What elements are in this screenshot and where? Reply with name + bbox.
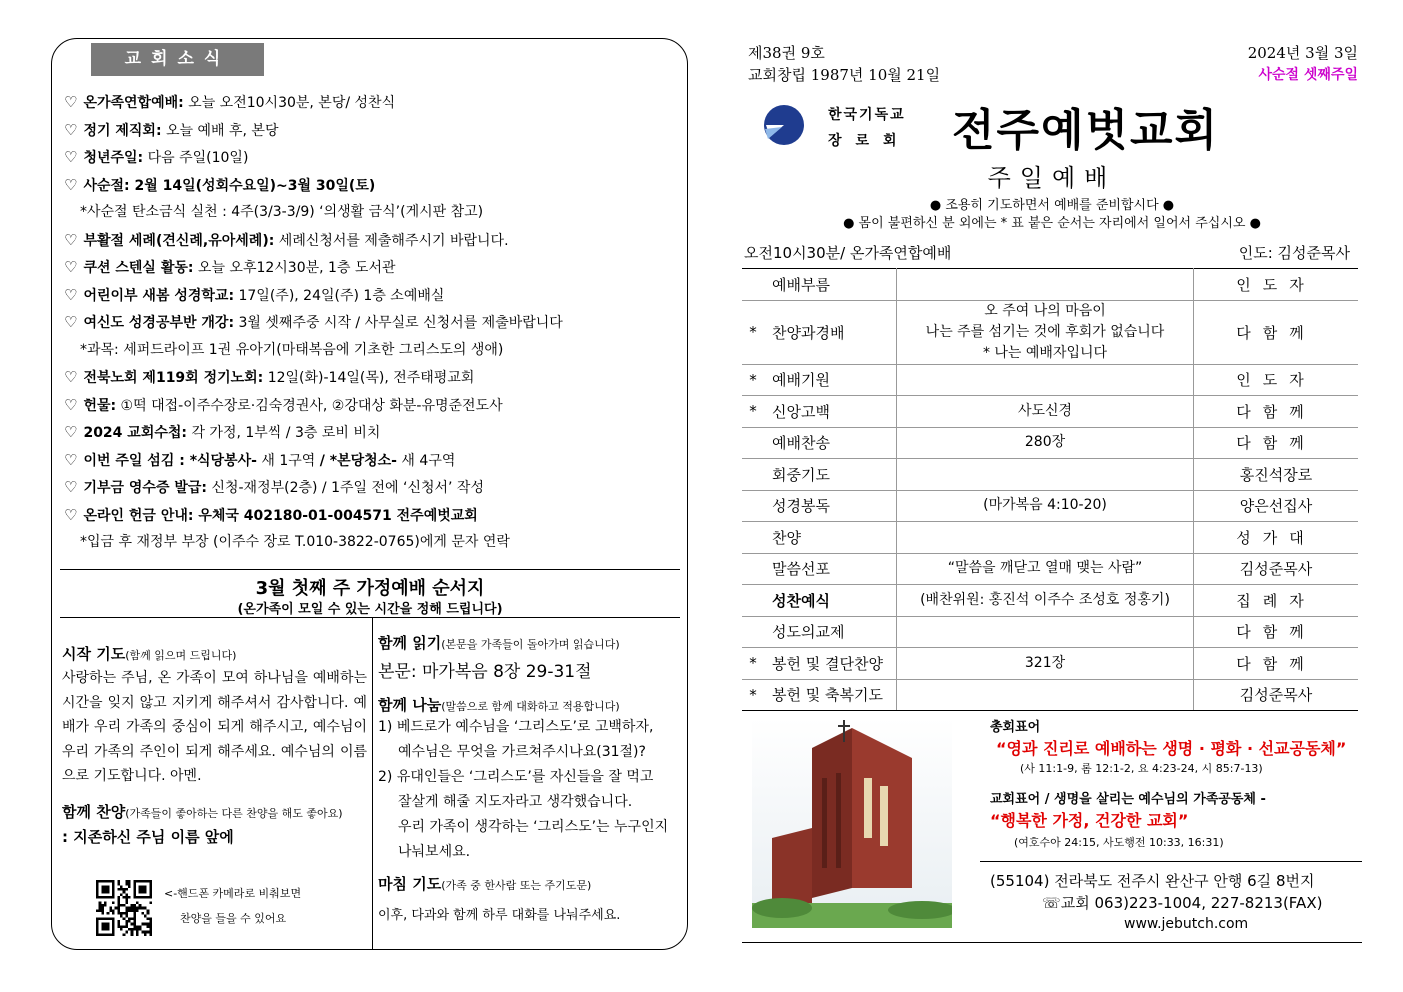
opening-prayer-text: 사랑하는 주님, 온 가족이 모여 하나님을 예배하는 시간을 잊지 않고 지키게 해주셔서 감사합니다. 예배가 우리 가족의 중심이 되게 해주시고, 예수님이 우리 가족의 주인이 되게 해주세요. 예수님의 이름으로 기도합니다. 아멘.	[62, 670, 367, 784]
home-worship-title: 3월 첫째 주 가정예배 순서지	[255, 578, 485, 599]
order-row	[742, 459, 1358, 491]
news-item: ♡ 헌물: ①떡 대접-이주수장로·김숙경권사, ②강대상 화분-유명준전도사	[64, 395, 503, 414]
order-person: 다함께	[1236, 654, 1316, 673]
order-person: 다함께	[1236, 623, 1316, 642]
news-item: ♡ 온가족연합예배: 오늘 오전10시30분, 본당/ 성찬식	[64, 93, 396, 111]
column-divider	[372, 617, 373, 950]
bulletin-panel	[742, 38, 1362, 950]
sharing-question-2: 나눠보세요.	[398, 844, 471, 860]
news-title: 교회소식	[91, 43, 264, 76]
heart-icon: ♡	[64, 478, 78, 496]
order-row	[742, 553, 1358, 585]
qr-code-icon[interactable]	[96, 880, 152, 936]
order-row: * 찬양과경배 오 주여 나의 마음이 나는 주를 섬기는 것에 후회가 없습니다 * 나는 예배자입니다 다함께	[742, 300, 1358, 364]
news-item: *과목: 세퍼드라이프 1권 유아기(마태복음에 기초한 그리스도의 생애)	[80, 341, 504, 358]
service-title: 주일예배	[987, 164, 1117, 192]
heart-icon: ♡	[64, 93, 78, 111]
heart-icon: ♡	[64, 120, 78, 139]
service-notice: ● 조용히 기도하면서 예배를 준비합시다 ●	[929, 198, 1175, 213]
order-row: * 예배기원 인도자	[742, 364, 1358, 396]
order-content: “말씀을 깨닫고 열매 맺는 사람”	[897, 553, 1194, 585]
news-item: ♡ 전북노회 제119회 정기노회: 12일(화)-14일(목), 전주태평교회	[64, 368, 475, 386]
order-content: (마가복음 4:10-20)	[897, 490, 1194, 522]
heart-icon: ♡	[64, 148, 78, 166]
order-title: 신앙고백	[772, 402, 830, 421]
denomination-name: 장로회	[828, 133, 911, 149]
hymn-heading: 함께 찬양(가족들이 좋아하는 다른 찬양을 해도 좋아요)	[62, 802, 343, 821]
order-person: 다함께	[1236, 323, 1316, 342]
order-title: 봉헌 및 결단찬양	[772, 654, 883, 673]
news-item: ♡ 정기 제직회: 오늘 예배 후, 본당	[64, 120, 279, 139]
church-motto-reference: (여호수아 24:15, 사도행전 10:33, 16:31)	[1014, 836, 1224, 849]
divider	[742, 942, 1362, 943]
church-name: 전주예벗교회	[952, 105, 1220, 156]
order-row: * 신앙고백 사도신경 다함께	[742, 396, 1358, 428]
qr-note: 찬양을 들을 수 있어요	[180, 912, 287, 925]
order-person: 다함께	[1236, 402, 1316, 421]
order-row: * 봉헌 및 결단찬양 321장 다함께	[742, 648, 1358, 680]
sharing-heading: 함께 나눔(말씀으로 함께 대화하고 적용합니다)	[378, 696, 620, 714]
closing-prayer-heading: 마침 기도(가족 중 한사람 또는 주기도문)	[378, 875, 592, 893]
order-title: 예배부름	[772, 275, 830, 294]
order-person: 인도자	[1236, 371, 1316, 390]
reading-text: 본문: 마가복음 8장 29-31절	[378, 662, 592, 682]
order-row	[742, 490, 1358, 522]
order-title: 예배기원	[772, 371, 830, 390]
assembly-motto-reference: (사 11:1-9, 롬 12:1-2, 요 4:23-24, 시 85:7-13)	[1020, 762, 1263, 775]
order-person: 홍진석장로	[1239, 465, 1313, 484]
news-item: ♡ 부활절 세례(견신례,유아세례): 세례신청서를 제출해주시기 바랍니다.	[64, 230, 509, 249]
home-worship-subtitle: (온가족이 모일 수 있는 시간을 정해 드립니다)	[237, 602, 503, 617]
order-title: 성찬예식	[772, 591, 830, 610]
assembly-motto: “영과 진리로 예배하는 생명 · 평화 · 선교공동체”	[996, 739, 1347, 758]
heart-icon: ♡	[64, 285, 78, 304]
heart-icon: ♡	[64, 258, 78, 276]
service-time: 오전10시30분/ 온가족연합예배	[744, 244, 952, 262]
news-item: ♡ 온라인 헌금 안내: 우체국 402180-01-004571 전주예벗교회	[64, 505, 478, 524]
heart-icon: ♡	[64, 423, 78, 441]
church-season: 사순절 셋째주일	[1258, 67, 1358, 83]
heart-icon: ♡	[64, 230, 78, 249]
news-item: ♡ 기부금 영수증 발급: 신청-재정부(2층) / 1주일 전에 ‘신청서’ 작성	[64, 478, 484, 496]
reading-heading: 함께 읽기(본문을 가족들이 돌아가며 읽습니다)	[378, 634, 620, 652]
closing-prayer-text: 이후, 다과와 함께 하루 대화를 나눠주세요.	[378, 908, 621, 923]
hymn-title: : 지존하신 주님 이름 앞에	[62, 827, 234, 846]
news-item: ♡ 청년주일: 다음 주일(10일)	[64, 148, 249, 166]
order-content: 오 주여 나의 마음이 나는 주를 섬기는 것에 후회가 없습니다 * 나는 예배자입니다	[897, 300, 1194, 364]
order-of-worship	[742, 268, 1358, 711]
order-row	[742, 616, 1358, 648]
opening-prayer-heading: 시작 기도(함께 읽으며 드립니다)	[62, 645, 237, 663]
order-content	[897, 679, 1194, 711]
news-panel	[51, 38, 688, 950]
heart-icon: ♡	[64, 175, 78, 194]
sharing-question-1: 예수님은 무엇을 가르쳐주시나요(31절)?	[398, 744, 646, 760]
church-motto: “행복한 가정, 건강한 교회”	[990, 811, 1189, 830]
divider	[60, 569, 680, 570]
sharing-question-2: 우리 가족이 생각하는 ‘그리스도’는 누구인지	[398, 819, 669, 835]
news-list	[64, 89, 682, 557]
order-row: * 봉헌 및 축복기도 김성준목사	[742, 679, 1358, 711]
denomination-logo-icon	[762, 103, 806, 147]
sharing-question-2: 잘살게 해줄 지도자라고 생각했습니다.	[398, 794, 633, 810]
divider	[60, 617, 680, 618]
order-title: 말씀선포	[772, 560, 830, 579]
church-phone: ☏교회 063)223-1004, 227-8213(FAX)	[1042, 894, 1323, 912]
order-person: 다함께	[1236, 434, 1316, 453]
news-item: ♡ 이번 주일 섬김 : *식당봉사- 새 1구역 / *본당청소- 새 4구역	[64, 450, 456, 469]
order-content	[897, 616, 1194, 648]
order-person: 양은선집사	[1239, 497, 1313, 516]
news-item: ♡ 사순절: 2월 14일(성회수요일)~3월 30일(토)	[64, 175, 376, 194]
order-title: 성경봉독	[772, 497, 830, 516]
order-row	[742, 269, 1358, 301]
order-content: 321장	[897, 648, 1194, 680]
order-title: 성도의교제	[772, 623, 845, 642]
church-motto-label: 교회표어 / 생명을 살리는 예수님의 가족공동체 -	[990, 792, 1266, 807]
service-notice: ● 몸이 불편하신 분 외에는 * 표 붙은 순서는 자리에서 일어서 주십시오 ●	[843, 216, 1261, 231]
order-person: 김성준목사	[1239, 560, 1313, 579]
heart-icon: ♡	[64, 450, 78, 469]
divider	[980, 861, 1362, 862]
home-worship-left-column	[62, 643, 367, 847]
news-item: *사순절 탄소금식 실천 : 4주(3/3-3/9) ‘의생활 금식’(게시판 참고)	[80, 204, 484, 220]
heart-icon: ♡	[64, 395, 78, 414]
founding-date: 교회창립 1987년 10월 21일	[748, 66, 941, 84]
news-item: ♡ 어린이부 새봄 성경학교: 17일(주), 24일(주) 1층 소예배실	[64, 285, 445, 304]
qr-note: <-핸드폰 카메라로 비춰보면	[164, 887, 302, 900]
news-item: ♡ 2024 교회수첩: 각 가정, 1부씩 / 3층 로비 비치	[64, 423, 381, 441]
order-content: (배찬위원: 홍진석 이주수 조성호 정홍기)	[897, 585, 1194, 617]
order-content	[897, 364, 1194, 396]
heart-icon: ♡	[64, 368, 78, 386]
news-item: ♡ 여신도 성경공부반 개강: 3월 셋째주중 시작 / 사무실로 신청서를 제출바랍니다	[64, 313, 563, 331]
order-person: 성가대	[1236, 528, 1316, 547]
order-content	[897, 459, 1194, 491]
order-content	[897, 522, 1194, 554]
order-title: 봉헌 및 축복기도	[772, 686, 883, 705]
order-content: 280장	[897, 427, 1194, 459]
order-row	[742, 427, 1358, 459]
volume-number: 제38권 9호	[748, 44, 825, 62]
order-title: 찬양과경배	[772, 323, 845, 342]
church-website[interactable]: www.jebutch.com	[1124, 916, 1249, 932]
order-title: 찬양	[772, 528, 801, 547]
assembly-motto-label: 총회표어	[990, 720, 1041, 735]
order-row	[742, 522, 1358, 554]
news-item: ♡ 쿠션 스텐실 활동: 오늘 오후12시30분, 1층 도서관	[64, 258, 396, 276]
order-person: 인도자	[1236, 275, 1316, 294]
service-leader: 인도: 김성준목사	[1238, 244, 1350, 262]
order-content: 사도신경	[897, 396, 1194, 428]
order-content	[897, 269, 1194, 301]
order-title: 회중기도	[772, 465, 830, 484]
sharing-question-2: 2) 유대인들은 ‘그리스도’를 자신들을 잘 먹고	[378, 769, 654, 785]
heart-icon: ♡	[64, 313, 78, 331]
denomination-name: 한국기독교	[828, 107, 906, 123]
sharing-question-1: 1) 베드로가 예수님을 ‘그리스도’로 고백하자,	[378, 719, 654, 735]
church-building-image	[752, 718, 952, 928]
heart-icon: ♡	[64, 505, 78, 524]
news-item: *입금 후 재정부 부장 (이주수 장로 T.010-3822-0765)에게 문자 연락	[80, 534, 510, 550]
church-address: (55104) 전라북도 전주시 완산구 안행 6길 8번지	[990, 872, 1315, 890]
order-person: 집례자	[1236, 591, 1316, 610]
order-title: 예배찬송	[772, 434, 830, 453]
order-person: 김성준목사	[1239, 686, 1313, 705]
home-worship-right-column	[378, 632, 683, 923]
bulletin-date: 2024년 3월 3일	[1247, 44, 1358, 62]
order-row	[742, 585, 1358, 617]
